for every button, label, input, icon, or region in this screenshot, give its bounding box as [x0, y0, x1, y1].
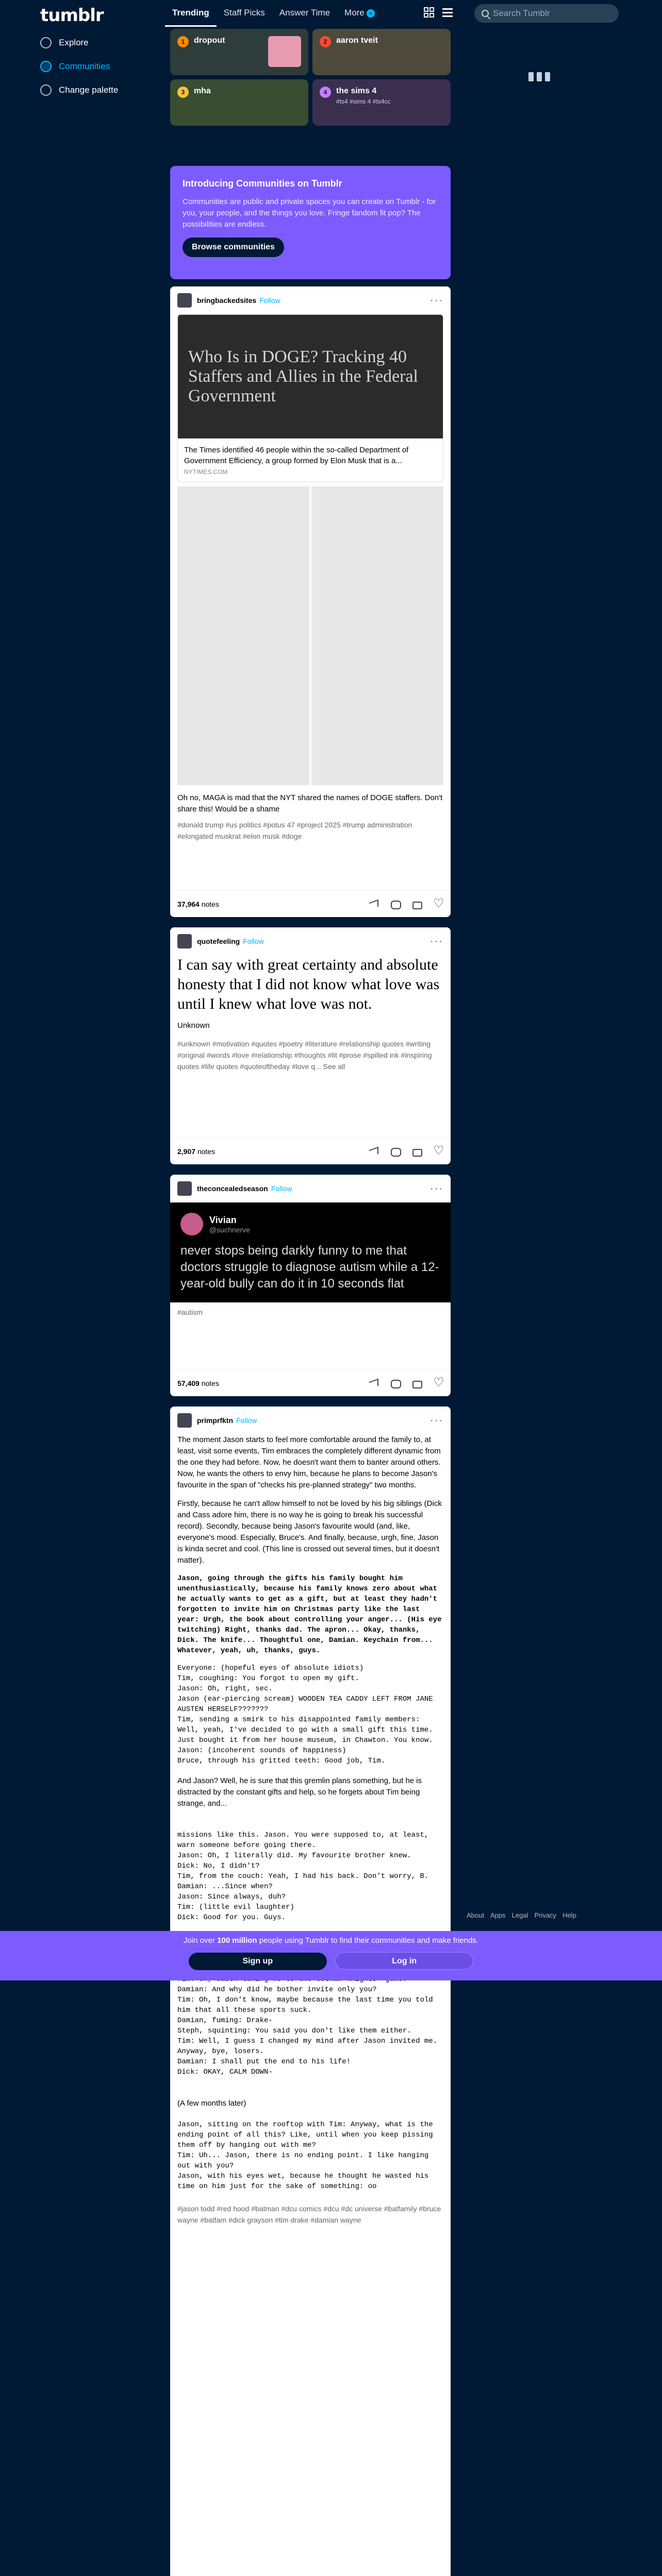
tumblr-logo[interactable]: tumblr — [40, 5, 104, 26]
post-caption: Oh no, MAGA is mad that the NYT shared the names of DOGE staffers. Don't share this! Would be a shame — [177, 793, 443, 814]
post-username[interactable]: primprfktn — [197, 1416, 233, 1425]
signup-button[interactable]: Sign up — [189, 1953, 327, 1970]
community-name: dropout — [194, 36, 225, 45]
left-sidebar — [0, 0, 155, 2576]
sidebar-item-explore[interactable] — [40, 31, 155, 55]
post-dialog: Everyone: (hopeful eyes of absolute idiots) Tim, coughing: You forgot to open my gift. Jason: Oh, right, sec. Jason (ear-piercing scream) WOODEN TEA CADDY LEFT FROM JANE AUSTEN HERSELF??????? Tim, sending a smirk to his disappointed family members: Well, yeah, I've decided to go with a small gift this time. Just bought it from her house museum, in Chawton. You know. Jason: (incoherent sounds of happiness) Bruce, through his gritted teeth: Good job, Tim. — [177, 1664, 433, 1765]
rank-badge: 4 — [320, 87, 331, 98]
reply-icon[interactable] — [390, 1378, 400, 1388]
post-tags[interactable]: #jason todd #red hood #batman #dcu comics #dcu #dc universe #batfamily #bruce wayne #batfam #dick grayson #tim drake #damian wayne — [177, 2205, 441, 2224]
avatar[interactable] — [177, 934, 192, 948]
notes-count[interactable] — [177, 1147, 215, 1156]
community-card-dropout[interactable] — [170, 29, 308, 75]
rank-badge: 2 — [320, 36, 331, 47]
compass-icon — [40, 37, 52, 48]
image-row — [177, 486, 443, 785]
notes-label: notes — [201, 1379, 219, 1387]
heart-icon[interactable] — [433, 1378, 443, 1388]
share-icon[interactable] — [368, 1378, 378, 1388]
link-source: NYTIMES.COM — [184, 468, 228, 476]
community-card-the-sims-4[interactable] — [312, 79, 451, 126]
post-paragraph: And Jason? Well, he is sure that this gremlin plans something, but he is distracted by the constant gifts and help, so he forgets about Tim being strange, and... — [177, 1776, 422, 1808]
reblog-icon[interactable] — [411, 899, 422, 909]
heart-icon[interactable] — [433, 1146, 443, 1157]
post-dialog: Jason, sitting on the rooftop with Tim: Anyway, what is the ending point of all this? Like, until when you keep pissing them off by hanging out with me? Tim: Uh... Jason, there is no ending point. I like hanging out with you? Jason, with his eyes wet, because he thought he wasted his time on him just for the sake of something: oo — [177, 2121, 433, 2191]
loading-icon — [528, 72, 647, 81]
top-navigation — [155, 0, 662, 27]
community-thumbnail — [268, 36, 301, 67]
sidebar-item-label: Explore — [59, 38, 89, 47]
footer-link-privacy[interactable]: Privacy — [534, 1911, 557, 1919]
banner-text-pre: Join over — [184, 1936, 218, 1945]
post-tags[interactable]: #donald trump #us politics #potus 47 #project 2025 #trump administration #elongated muskrat #elon musk #doge — [177, 821, 412, 840]
avatar — [180, 1213, 203, 1235]
right-column — [467, 52, 647, 81]
more-options-icon[interactable]: ··· — [430, 1414, 443, 1426]
search-bar[interactable] — [474, 4, 619, 23]
post-paragraph: Firstly, because he can't allow himself to not be loved by his big siblings (Dick and Cass adore him, there is no way he is going to break his successful record). Secondly, because being Jason's favourite would (and, like, everyone's mood. Especially, Bruce's. And finally, because, urgh, fine, Jason is kinda secret and cool. (This line is crossed out several times, but it doesn't matter). — [177, 1499, 442, 1565]
banner-text — [0, 1936, 662, 1945]
avatar[interactable] — [177, 293, 192, 308]
post-card — [170, 286, 451, 917]
communities-grid — [170, 29, 451, 126]
sidebar-item-change-palette[interactable] — [40, 78, 155, 102]
reblog-icon[interactable] — [411, 1146, 422, 1157]
follow-button[interactable]: Follow — [271, 1184, 292, 1193]
list-view-icon[interactable] — [442, 7, 454, 19]
footer-link-help[interactable]: Help — [562, 1911, 576, 1919]
sidebar-item-label: Communities — [59, 61, 110, 71]
post-dialog: Damian: And why did he bother invite only you? Tim: Oh, I don't know, maybe because the last time you told him that all these sports suck. Damian, fuming: Drake- Steph, squinting: You said you don't like them either. Tim: Well, I guess I changed my mind after Jason invited me. Anyway, bye, losers. Damian: I shall put the end to his life! Dick: OKAY, CALM DOWN- — [177, 1986, 438, 2076]
rank-badge: 3 — [177, 87, 189, 98]
banner-text-rest: people using Tumblr to find their communities and make friends. — [257, 1936, 478, 1945]
quote-text: I can say with great certainty and absolute honesty that I did not know what love was until I knew what love was not. — [177, 956, 440, 1012]
notes-number: 2,907 — [177, 1147, 196, 1156]
community-tags: #ts4 #sims 4 #ts4cc — [336, 98, 391, 105]
avatar[interactable] — [177, 1181, 192, 1196]
community-card-mha[interactable] — [170, 79, 308, 126]
tab-more-label: More — [344, 8, 365, 18]
sidebar-item-communities[interactable] — [40, 55, 155, 78]
notes-label: notes — [201, 900, 219, 908]
embed-handle: @suchnerve — [209, 1225, 250, 1234]
tab-trending[interactable]: Trending — [165, 0, 217, 27]
follow-button[interactable]: Follow — [236, 1416, 257, 1425]
link-description: The Times identified 46 people within the so-called Department of Government Efficiency, a group formed by Elon Musk that is a... — [184, 446, 409, 465]
share-icon[interactable] — [368, 1146, 378, 1157]
communities-icon — [40, 61, 52, 72]
reply-icon[interactable] — [390, 899, 400, 909]
post-paragraph: (A few months later) — [177, 2099, 246, 2108]
post-paragraph: The moment Jason starts to feel more comfortable around the family to, at least, visit some events, Tim embraces the completely different dynamic from the one they had before. Now, he doesn't want them to banter around others. Now, he wants the others to envy him, because he plans to become Jason's favourite in the span of "checks his pre-planned strategy" two months. — [177, 1435, 441, 1489]
embedded-post[interactable] — [170, 1202, 451, 1302]
post-card — [170, 927, 451, 1164]
post-username[interactable]: bringbackedsites — [197, 296, 257, 304]
link-image — [178, 315, 443, 438]
community-name: mha — [194, 87, 211, 95]
post-card — [170, 1175, 451, 1396]
notes-label: notes — [197, 1147, 216, 1156]
plus-icon: + — [367, 9, 375, 18]
footer-link-apps[interactable]: Apps — [490, 1911, 506, 1919]
follow-button[interactable]: Follow — [259, 296, 280, 304]
post-dialog: Jason, going through the gifts his family bought him unenthusiastically, because his family knows zero about what he actually wants to get as a gift, but at least they hadn't forgotten to invite him on Christmas party like the last year: Urgh, the book about controlling your anger... (His eye twitching) Right, thanks dad. The apron... Okay, thanks, Dick. The knife... Thoughtful one, Damian. Keychain from... Whatever, yeah, uh, thanks, guys. — [177, 1574, 442, 1655]
tab-more[interactable] — [337, 0, 382, 27]
avatar[interactable] — [177, 1413, 192, 1428]
post-username[interactable]: theconcealedseason — [197, 1184, 268, 1193]
grid-view-icon[interactable] — [424, 7, 435, 19]
community-card-aaron-tveit[interactable] — [312, 29, 451, 75]
quote-author: Unknown — [177, 1021, 210, 1030]
search-input[interactable] — [493, 8, 596, 19]
browse-communities-button[interactable]: Browse communities — [183, 238, 284, 257]
communities-promo — [170, 166, 451, 279]
more-options-icon[interactable]: ··· — [430, 935, 443, 947]
search-icon — [482, 10, 489, 17]
post-dialog: missions like this. Jason. You were supposed to, at least, warn someone before going there. Jason: Oh, I literally did. My favourite brother knew. Dick: No, I didn't? Tim, from the couch: Yeah, I had his back. Don't worry, B. Damian: ...Since when? Jason: Since always, duh? Tim: (little evil laughter) Dick: Good for you. Guys. — [177, 1831, 429, 1922]
share-icon[interactable] — [368, 899, 378, 909]
more-options-icon[interactable]: ··· — [430, 1182, 443, 1194]
post-tags[interactable]: #unknown #motivation #quotes #poetry #literature #relationship quotes #writing #original #words #love #relationship #thoughts #lit #prose #spilled ink #inspiring quotes #life quotes #quoteoftheday #love q... See all — [177, 1040, 432, 1071]
community-name: aaron tveit — [336, 36, 378, 45]
tab-answer-time[interactable]: Answer Time — [279, 8, 330, 18]
notes-count[interactable] — [177, 1379, 219, 1387]
notes-number: 57,409 — [177, 1379, 200, 1387]
community-name: the sims 4 — [336, 87, 377, 95]
more-options-icon[interactable]: ··· — [430, 294, 443, 306]
screenshot-image[interactable] — [177, 486, 309, 785]
tab-staff-picks[interactable]: Staff Picks — [223, 8, 265, 18]
reply-icon[interactable] — [390, 1146, 400, 1157]
follow-button[interactable]: Follow — [243, 937, 264, 945]
notes-number: 37,964 — [177, 900, 200, 908]
post-card — [170, 1406, 451, 2576]
promo-title: Introducing Communities on Tumblr — [183, 178, 342, 189]
link-headline: Who Is in DOGE? Tracking 40 Staffers and Allies in the Federal Government — [188, 347, 418, 405]
login-button[interactable]: Log in — [335, 1952, 473, 1970]
sidebar-item-label: Change palette — [59, 85, 119, 95]
post-tags[interactable]: #autism — [177, 1308, 203, 1316]
banner-count: 100 million — [217, 1936, 257, 1945]
heart-icon[interactable] — [433, 899, 443, 909]
notes-count[interactable] — [177, 900, 219, 908]
screenshot-image[interactable] — [311, 486, 443, 785]
embed-name: Vivian — [209, 1214, 237, 1225]
sidebar-footer — [467, 1911, 576, 1919]
promo-text: Communities are public and private spaces you can create on Tumblr - for you, your people, and the things you love. Fringe fandom fit pop? The possibilities are endless. — [183, 197, 436, 229]
post-username[interactable]: quotefeeling — [197, 937, 240, 945]
rank-badge: 1 — [177, 36, 189, 47]
link-card[interactable] — [177, 314, 443, 482]
embed-text: never stops being darkly funny to me that doctors struggle to diagnose autism while a 12-year-old bully can do it in 10 seconds flat — [180, 1244, 439, 1291]
footer-link-legal[interactable]: Legal — [511, 1911, 528, 1919]
signup-banner — [0, 1931, 662, 1980]
footer-link-about[interactable]: About — [467, 1911, 484, 1919]
reblog-icon[interactable] — [411, 1378, 422, 1388]
palette-icon — [40, 84, 52, 96]
